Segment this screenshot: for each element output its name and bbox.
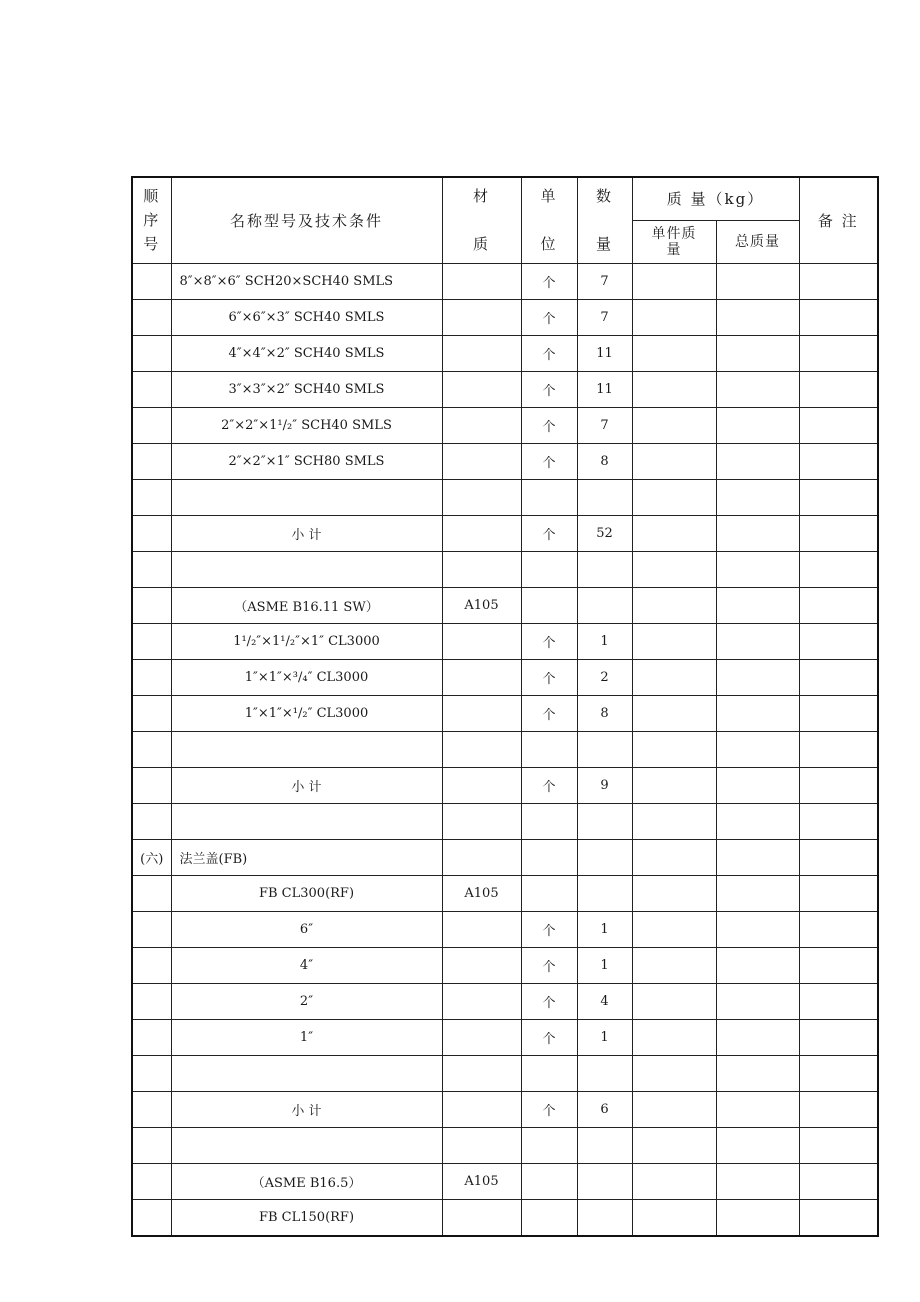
- row-unit-mass-cell: [632, 911, 716, 947]
- row-name-cell: 3″×3″×2″ SCH40 SMLS: [171, 371, 442, 407]
- row-quantity-cell: [577, 587, 632, 623]
- row-material-cell: A105: [442, 587, 521, 623]
- row-total-mass-cell: [716, 335, 799, 371]
- row-material-cell: [442, 659, 521, 695]
- row-quantity-cell: 7: [577, 263, 632, 299]
- row-remarks-cell: [799, 515, 878, 551]
- row-name-cell: FB CL300(RF): [171, 875, 442, 911]
- row-unit-cell: 个: [521, 623, 577, 659]
- row-unit-cell: 个: [521, 983, 577, 1019]
- row-unit-mass-cell: [632, 1199, 716, 1236]
- row-seq-cell: [132, 479, 171, 515]
- table-row: [132, 263, 878, 299]
- table-row: [132, 1163, 878, 1199]
- row-quantity-cell: 8: [577, 695, 632, 731]
- row-seq-cell: [132, 731, 171, 767]
- row-unit-mass-cell: [632, 1055, 716, 1091]
- row-total-mass-cell: [716, 1091, 799, 1127]
- row-unit-cell: 个: [521, 515, 577, 551]
- row-total-mass-cell: [716, 407, 799, 443]
- row-unit-cell: 个: [521, 659, 577, 695]
- row-unit-mass-cell: [632, 983, 716, 1019]
- row-quantity-cell: [577, 1127, 632, 1163]
- row-material-cell: [442, 407, 521, 443]
- row-unit-mass-cell: [632, 803, 716, 839]
- row-name-cell: [171, 1055, 442, 1091]
- row-remarks-cell: [799, 659, 878, 695]
- row-remarks-cell: [799, 1199, 878, 1236]
- row-remarks-cell: [799, 1091, 878, 1127]
- row-remarks-cell: [799, 623, 878, 659]
- row-quantity-cell: [577, 1055, 632, 1091]
- row-unit-cell: [521, 1127, 577, 1163]
- row-unit-mass-cell: [632, 407, 716, 443]
- row-total-mass-cell: [716, 515, 799, 551]
- row-total-mass-cell: [716, 839, 799, 875]
- row-material-cell: [442, 443, 521, 479]
- row-material-cell: [442, 479, 521, 515]
- table-row: [132, 839, 878, 875]
- row-remarks-cell: [799, 695, 878, 731]
- row-unit-cell: 个: [521, 371, 577, 407]
- row-seq-cell: [132, 515, 171, 551]
- row-unit-cell: 个: [521, 767, 577, 803]
- row-unit-cell: 个: [521, 1091, 577, 1127]
- row-material-cell: [442, 263, 521, 299]
- row-quantity-cell: [577, 839, 632, 875]
- row-remarks-cell: [799, 263, 878, 299]
- row-total-mass-cell: [716, 1019, 799, 1055]
- table-row: [132, 407, 878, 443]
- row-quantity-cell: 1: [577, 1019, 632, 1055]
- header-total-mass: 总质量: [716, 220, 799, 263]
- row-unit-cell: [521, 1199, 577, 1236]
- row-remarks-cell: [799, 407, 878, 443]
- row-total-mass-cell: [716, 1127, 799, 1163]
- row-unit-mass-cell: [632, 371, 716, 407]
- row-material-cell: [442, 947, 521, 983]
- table-header: [132, 177, 878, 263]
- row-quantity-cell: [577, 731, 632, 767]
- row-name-cell: FB CL150(RF): [171, 1199, 442, 1236]
- row-total-mass-cell: [716, 443, 799, 479]
- row-quantity-cell: 52: [577, 515, 632, 551]
- row-unit-cell: [521, 1055, 577, 1091]
- row-unit-mass-cell: [632, 299, 716, 335]
- row-total-mass-cell: [716, 371, 799, 407]
- table-row: [132, 983, 878, 1019]
- row-unit-mass-cell: [632, 1091, 716, 1127]
- table-row: [132, 875, 878, 911]
- row-unit-cell: 个: [521, 335, 577, 371]
- row-quantity-cell: [577, 551, 632, 587]
- row-unit-cell: [521, 479, 577, 515]
- row-material-cell: [442, 551, 521, 587]
- row-name-cell: 1¹/₂″×1¹/₂″×1″ CL3000: [171, 623, 442, 659]
- table-row: [132, 911, 878, 947]
- row-unit-cell: [521, 803, 577, 839]
- table-row: [132, 659, 878, 695]
- row-remarks-cell: [799, 911, 878, 947]
- row-seq-cell: [132, 767, 171, 803]
- row-name-cell: 1″×1″×¹/₂″ CL3000: [171, 695, 442, 731]
- row-unit-mass-cell: [632, 515, 716, 551]
- table-row: [132, 515, 878, 551]
- header-unit-mass: 单件质量: [632, 220, 716, 263]
- row-total-mass-cell: [716, 1163, 799, 1199]
- row-seq-cell: [132, 803, 171, 839]
- table-row: [132, 1019, 878, 1055]
- row-name-cell: [171, 731, 442, 767]
- table-row: [132, 803, 878, 839]
- row-remarks-cell: [799, 731, 878, 767]
- row-seq-cell: [132, 1019, 171, 1055]
- row-unit-mass-cell: [632, 1127, 716, 1163]
- row-material-cell: [442, 695, 521, 731]
- row-material-cell: [442, 1091, 521, 1127]
- header-unit: 单 位: [521, 177, 577, 263]
- row-seq-cell: [132, 947, 171, 983]
- row-material-cell: [442, 299, 521, 335]
- row-seq-cell: [132, 407, 171, 443]
- row-total-mass-cell: [716, 479, 799, 515]
- row-name-cell: 6″: [171, 911, 442, 947]
- row-unit-cell: [521, 875, 577, 911]
- row-name-cell: 2″: [171, 983, 442, 1019]
- row-seq-cell: [132, 659, 171, 695]
- row-quantity-cell: 8: [577, 443, 632, 479]
- row-name-cell: 2″×2″×1″ SCH80 SMLS: [171, 443, 442, 479]
- table-row: [132, 947, 878, 983]
- row-unit-mass-cell: [632, 839, 716, 875]
- row-seq-cell: [132, 911, 171, 947]
- row-remarks-cell: [799, 1127, 878, 1163]
- row-unit-cell: [521, 839, 577, 875]
- row-material-cell: A105: [442, 875, 521, 911]
- row-seq-cell: [132, 443, 171, 479]
- row-quantity-cell: 7: [577, 407, 632, 443]
- row-seq-cell: [132, 371, 171, 407]
- row-remarks-cell: [799, 371, 878, 407]
- row-name-cell: （ASME B16.11 SW）: [171, 587, 442, 623]
- table-row: [132, 1199, 878, 1236]
- row-remarks-cell: [799, 803, 878, 839]
- row-name-cell: 4″: [171, 947, 442, 983]
- row-quantity-cell: 1: [577, 911, 632, 947]
- row-total-mass-cell: [716, 803, 799, 839]
- header-mass: 质 量（kg）: [632, 177, 799, 220]
- row-total-mass-cell: [716, 947, 799, 983]
- row-unit-mass-cell: [632, 659, 716, 695]
- row-material-cell: [442, 515, 521, 551]
- row-name-cell: 小 计: [171, 1091, 442, 1127]
- row-name-cell: 1″×1″×³/₄″ CL3000: [171, 659, 442, 695]
- row-remarks-cell: [799, 767, 878, 803]
- row-total-mass-cell: [716, 659, 799, 695]
- header-seq: 顺 序 号: [132, 177, 171, 263]
- row-remarks-cell: [799, 983, 878, 1019]
- row-total-mass-cell: [716, 263, 799, 299]
- row-material-cell: [442, 731, 521, 767]
- table-row: [132, 1127, 878, 1163]
- header-remarks: 备 注: [799, 177, 878, 263]
- row-unit-cell: 个: [521, 911, 577, 947]
- table-row: [132, 335, 878, 371]
- row-seq-cell: [132, 587, 171, 623]
- row-unit-mass-cell: [632, 443, 716, 479]
- table-row: [132, 551, 878, 587]
- row-seq-cell: [132, 623, 171, 659]
- row-quantity-cell: 11: [577, 371, 632, 407]
- row-quantity-cell: [577, 1199, 632, 1236]
- table-row: [132, 1091, 878, 1127]
- table-row: [132, 371, 878, 407]
- row-total-mass-cell: [716, 299, 799, 335]
- row-remarks-cell: [799, 1163, 878, 1199]
- row-quantity-cell: [577, 875, 632, 911]
- row-total-mass-cell: [716, 731, 799, 767]
- row-unit-cell: 个: [521, 695, 577, 731]
- row-name-cell: （ASME B16.5）: [171, 1163, 442, 1199]
- header-material: 材 质: [442, 177, 521, 263]
- row-seq-cell: [132, 1055, 171, 1091]
- row-name-cell: 法兰盖(FB): [171, 839, 442, 875]
- row-remarks-cell: [799, 299, 878, 335]
- row-seq-cell: [132, 299, 171, 335]
- row-material-cell: A105: [442, 1163, 521, 1199]
- table-row: [132, 695, 878, 731]
- row-remarks-cell: [799, 1055, 878, 1091]
- row-name-cell: 1″: [171, 1019, 442, 1055]
- row-quantity-cell: 7: [577, 299, 632, 335]
- row-unit-mass-cell: [632, 1163, 716, 1199]
- row-total-mass-cell: [716, 875, 799, 911]
- row-unit-mass-cell: [632, 335, 716, 371]
- row-unit-cell: 个: [521, 407, 577, 443]
- row-unit-cell: 个: [521, 263, 577, 299]
- row-seq-cell: [132, 983, 171, 1019]
- row-material-cell: [442, 1019, 521, 1055]
- row-material-cell: [442, 1199, 521, 1236]
- row-seq-cell: [132, 695, 171, 731]
- row-quantity-cell: 2: [577, 659, 632, 695]
- row-quantity-cell: 1: [577, 947, 632, 983]
- table-body: [132, 263, 878, 1236]
- row-remarks-cell: [799, 947, 878, 983]
- table-row: [132, 443, 878, 479]
- row-total-mass-cell: [716, 767, 799, 803]
- row-quantity-cell: [577, 479, 632, 515]
- row-material-cell: [442, 983, 521, 1019]
- row-name-cell: 2″×2″×1¹/₂″ SCH40 SMLS: [171, 407, 442, 443]
- header-name: 名称型号及技术条件: [171, 177, 442, 263]
- row-unit-mass-cell: [632, 731, 716, 767]
- row-seq-cell: [132, 1163, 171, 1199]
- row-unit-mass-cell: [632, 875, 716, 911]
- header-quantity: 数 量: [577, 177, 632, 263]
- row-total-mass-cell: [716, 551, 799, 587]
- row-total-mass-cell: [716, 911, 799, 947]
- row-material-cell: [442, 1055, 521, 1091]
- row-name-cell: 小 计: [171, 767, 442, 803]
- row-quantity-cell: [577, 803, 632, 839]
- row-name-cell: [171, 551, 442, 587]
- row-material-cell: [442, 767, 521, 803]
- row-remarks-cell: [799, 587, 878, 623]
- row-quantity-cell: 4: [577, 983, 632, 1019]
- row-unit-mass-cell: [632, 695, 716, 731]
- row-unit-cell: 个: [521, 299, 577, 335]
- row-name-cell: 小 计: [171, 515, 442, 551]
- table-row: [132, 623, 878, 659]
- row-unit-mass-cell: [632, 947, 716, 983]
- bill-of-materials-table: [131, 176, 879, 1237]
- row-seq-cell: [132, 1127, 171, 1163]
- row-seq-cell: (六): [132, 839, 171, 875]
- row-remarks-cell: [799, 335, 878, 371]
- row-seq-cell: [132, 1199, 171, 1236]
- row-total-mass-cell: [716, 695, 799, 731]
- row-total-mass-cell: [716, 623, 799, 659]
- row-seq-cell: [132, 551, 171, 587]
- row-name-cell: 6″×6″×3″ SCH40 SMLS: [171, 299, 442, 335]
- row-material-cell: [442, 623, 521, 659]
- row-quantity-cell: 6: [577, 1091, 632, 1127]
- row-material-cell: [442, 839, 521, 875]
- row-material-cell: [442, 911, 521, 947]
- row-name-cell: [171, 1127, 442, 1163]
- row-total-mass-cell: [716, 1199, 799, 1236]
- row-name-cell: 4″×4″×2″ SCH40 SMLS: [171, 335, 442, 371]
- row-unit-cell: 个: [521, 443, 577, 479]
- row-unit-mass-cell: [632, 551, 716, 587]
- row-unit-mass-cell: [632, 1019, 716, 1055]
- row-unit-mass-cell: [632, 623, 716, 659]
- row-unit-cell: [521, 587, 577, 623]
- row-unit-cell: [521, 1163, 577, 1199]
- row-seq-cell: [132, 263, 171, 299]
- row-seq-cell: [132, 1091, 171, 1127]
- row-unit-cell: 个: [521, 947, 577, 983]
- row-remarks-cell: [799, 479, 878, 515]
- row-unit-cell: [521, 551, 577, 587]
- table-row: [132, 1055, 878, 1091]
- row-unit-mass-cell: [632, 479, 716, 515]
- row-remarks-cell: [799, 443, 878, 479]
- table-row: [132, 731, 878, 767]
- row-unit-cell: 个: [521, 1019, 577, 1055]
- table-row: [132, 299, 878, 335]
- row-quantity-cell: 11: [577, 335, 632, 371]
- row-material-cell: [442, 335, 521, 371]
- row-name-cell: [171, 803, 442, 839]
- table-row: [132, 587, 878, 623]
- row-unit-mass-cell: [632, 263, 716, 299]
- row-material-cell: [442, 371, 521, 407]
- row-seq-cell: [132, 335, 171, 371]
- row-material-cell: [442, 803, 521, 839]
- row-unit-mass-cell: [632, 767, 716, 803]
- row-seq-cell: [132, 875, 171, 911]
- row-name-cell: 8″×8″×6″ SCH20×SCH40 SMLS: [171, 263, 442, 299]
- row-name-cell: [171, 479, 442, 515]
- row-quantity-cell: [577, 1163, 632, 1199]
- row-total-mass-cell: [716, 1055, 799, 1091]
- row-total-mass-cell: [716, 983, 799, 1019]
- row-quantity-cell: 1: [577, 623, 632, 659]
- row-remarks-cell: [799, 551, 878, 587]
- row-unit-mass-cell: [632, 587, 716, 623]
- row-material-cell: [442, 1127, 521, 1163]
- row-quantity-cell: 9: [577, 767, 632, 803]
- row-remarks-cell: [799, 875, 878, 911]
- table-row: [132, 767, 878, 803]
- row-total-mass-cell: [716, 587, 799, 623]
- row-remarks-cell: [799, 1019, 878, 1055]
- table-row: [132, 479, 878, 515]
- row-unit-cell: [521, 731, 577, 767]
- row-remarks-cell: [799, 839, 878, 875]
